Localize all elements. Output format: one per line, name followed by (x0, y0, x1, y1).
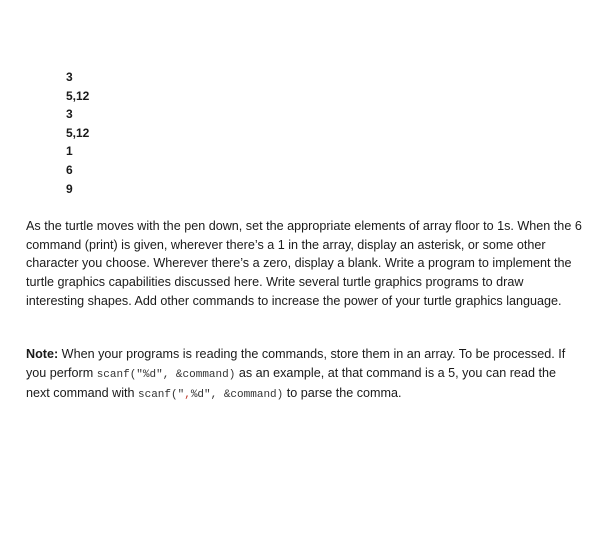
command-item: 9 (66, 181, 73, 196)
note-label: Note: (26, 347, 59, 361)
note-text: When your programs is reading the commands, store them in an array. To be processed. If you perform (26, 347, 566, 380)
code-snippet: scanf(" (138, 389, 185, 402)
command-item: 5,12 (66, 88, 90, 103)
note-text: to parse the comma. (283, 386, 402, 401)
code-comma-highlight: , (184, 389, 191, 402)
command-item: 3 (66, 107, 73, 122)
command-item: 5,12 (66, 125, 90, 140)
code-snippet: %d", &command) (190, 389, 284, 402)
note-paragraph (26, 345, 582, 405)
code-snippet: scanf("%d", &command) (96, 368, 236, 381)
command-list (66, 68, 89, 198)
command-item: 1 (66, 144, 73, 159)
command-item: 6 (66, 162, 73, 177)
command-item: 3 (66, 70, 73, 84)
description-paragraph: As the turtle moves with the pen down, set the appropriate elements of array floor to 1s. When the 6 command (print) is given, wherever there’s a 1 in the array, display an asterisk, or some other character you choose. Wherever there’s a zero, display a blank. Write a program to implement the turtle graphics capabilities discussed here. Write several turtle graphics programs to draw interesting shapes. Add other commands to increase the power of your turtle graphics language. (26, 219, 582, 308)
note-text: as an example, at that command is a 5, you can read the next command with (26, 365, 556, 401)
